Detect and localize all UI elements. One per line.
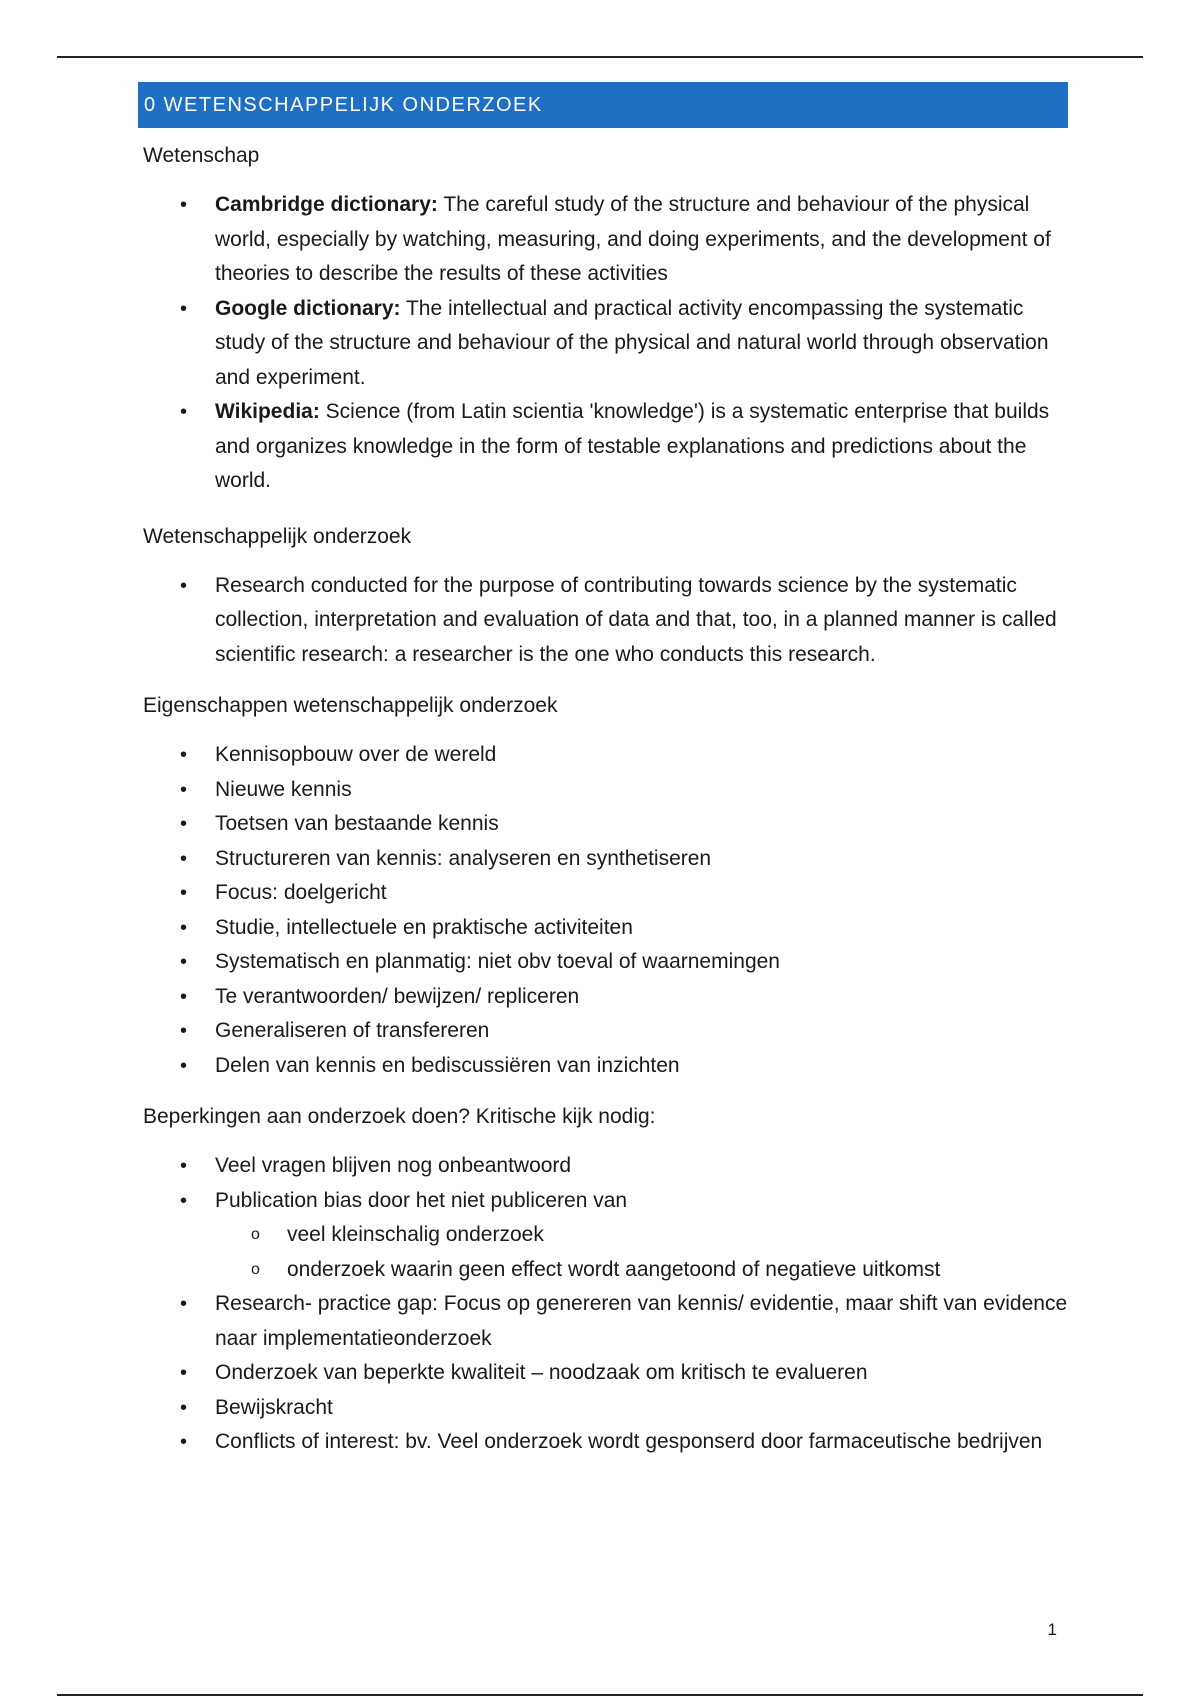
definition-text: Science (from Latin scientia 'knowledge') is a systematic enterprise that builds and organizes knowledge in the form of testable explanations and predictions about the world.: [215, 400, 1050, 492]
bullet-icon: •: [180, 847, 188, 870]
list-item: [138, 738, 1068, 773]
bullet-icon: •: [180, 916, 188, 939]
bullet-icon: •: [180, 1293, 188, 1315]
list-item-text: Studie, intellectuele en praktische activiteiten: [215, 915, 633, 939]
circle-bullet-icon: o: [251, 1226, 260, 1243]
bullet-icon: •: [180, 1362, 188, 1384]
list-item: [138, 395, 1068, 499]
list-item: [138, 1184, 1068, 1288]
onderzoek-list: [138, 569, 1068, 673]
list-item: [138, 945, 1068, 980]
list-item: [138, 1149, 1068, 1184]
list-item-text: Veel vragen blijven nog onbeantwoord: [215, 1154, 572, 1177]
bullet-icon: •: [180, 401, 188, 423]
eigenschappen-list: [138, 738, 1068, 1083]
list-item-text: Research- practice gap: Focus op genereren van kennis/ evidentie, maar shift van evidence naar implementatieonderzoek: [215, 1292, 1068, 1350]
list-item-text: Conflicts of interest: bv. Veel onderzoek wordt gesponserd door farmaceutische bedrijven: [215, 1430, 1043, 1453]
bullet-icon: •: [180, 744, 188, 766]
definition-text: The careful study of the structure and behaviour of the physical world, especially by watching, measuring, and doing experiments, and the development of theories to describe the results of these activities: [215, 193, 1051, 285]
bullet-icon: •: [180, 1396, 188, 1419]
list-item-text: Delen van kennis en bediscussiëren van inzichten: [215, 1053, 680, 1077]
page-content: [138, 82, 1068, 1476]
list-item: [138, 773, 1068, 808]
definition-label: Wikipedia:: [215, 400, 320, 423]
bullet-icon: •: [180, 1054, 188, 1077]
list-item: [138, 1014, 1068, 1049]
list-item: [138, 1425, 1068, 1460]
section-heading-beperkingen: Beperkingen aan onderzoek doen? Kritische kijk nodig:: [143, 1105, 656, 1128]
list-item-text: Research conducted for the purpose of contributing towards science by the systematic collection, interpretation and evaluation of data and that, too, in a planned manner is called scientific research: a researcher is the one who conducts this research.: [215, 573, 1057, 666]
publication-bias-sublist: [215, 1218, 1068, 1287]
bullet-icon: •: [180, 778, 188, 801]
list-item-text: Nieuwe kennis: [215, 777, 352, 801]
list-item-text: Systematisch en planmatig: niet obv toeval of waarnemingen: [215, 950, 780, 973]
list-item-text: Onderzoek van beperkte kwaliteit – noodzaak om kritisch te evalueren: [215, 1361, 868, 1384]
bullet-icon: •: [180, 1189, 188, 1212]
sub-list-item-text: onderzoek waarin geen effect wordt aangetoond of negatieve uitkomst: [287, 1257, 941, 1281]
definition-label: Google dictionary:: [215, 296, 401, 320]
bullet-icon: •: [180, 985, 188, 1008]
list-item: [138, 292, 1068, 396]
list-item: [138, 911, 1068, 946]
section-heading-eigenschappen: Eigenschappen wetenschappelijk onderzoek: [143, 694, 558, 717]
circle-bullet-icon: o: [251, 1260, 260, 1278]
list-item: [138, 188, 1068, 292]
bullet-icon: •: [180, 1431, 188, 1453]
beperkingen-list: [138, 1149, 1068, 1460]
list-item-text: Bewijskracht: [215, 1395, 333, 1419]
chapter-banner: 0 WETENSCHAPPELIJK ONDERZOEK: [138, 82, 1068, 128]
list-item-text: Kennisopbouw over de wereld: [215, 743, 497, 766]
list-item-text: Focus: doelgericht: [215, 881, 387, 904]
list-item-text: Publication bias door het niet publiceren van: [215, 1188, 628, 1212]
bullet-icon: •: [180, 882, 188, 904]
bullet-icon: •: [180, 574, 188, 597]
sub-list-item-text: veel kleinschalig onderzoek: [287, 1223, 544, 1246]
bullet-icon: •: [180, 194, 188, 216]
section-heading-wetenschap: Wetenschap: [143, 144, 260, 167]
bullet-icon: •: [180, 297, 188, 320]
bullet-icon: •: [180, 951, 188, 973]
bottom-rule: [57, 1694, 1143, 1696]
list-item: [138, 807, 1068, 842]
list-item: [138, 1287, 1068, 1356]
list-item: [138, 1049, 1068, 1084]
list-item: [138, 842, 1068, 877]
sub-list-item: [215, 1218, 1068, 1253]
definitions-list: [138, 188, 1068, 499]
list-item-text: Te verantwoorden/ bewijzen/ repliceren: [215, 984, 580, 1008]
top-rule: [57, 56, 1143, 58]
list-item: [138, 1356, 1068, 1391]
page-number: 1: [1047, 1620, 1057, 1639]
bullet-icon: •: [180, 1020, 188, 1042]
list-item: [138, 1391, 1068, 1426]
section-heading-onderzoek: Wetenschappelijk onderzoek: [143, 524, 412, 548]
list-item-text: Toetsen van bestaande kennis: [215, 812, 499, 835]
bullet-icon: •: [180, 1155, 188, 1177]
sub-list-item: [215, 1253, 1068, 1288]
list-item-text: Generaliseren of transfereren: [215, 1019, 490, 1042]
list-item: [138, 876, 1068, 911]
definition-label: Cambridge dictionary:: [215, 193, 438, 216]
list-item: [138, 980, 1068, 1015]
list-item: [138, 569, 1068, 673]
definition-text: The intellectual and practical activity encompassing the systematic study of the structure and behaviour of the physical and natural world through observation and experiment.: [215, 296, 1049, 389]
bullet-icon: •: [180, 813, 188, 835]
list-item-text: Structureren van kennis: analyseren en synthetiseren: [215, 846, 712, 870]
